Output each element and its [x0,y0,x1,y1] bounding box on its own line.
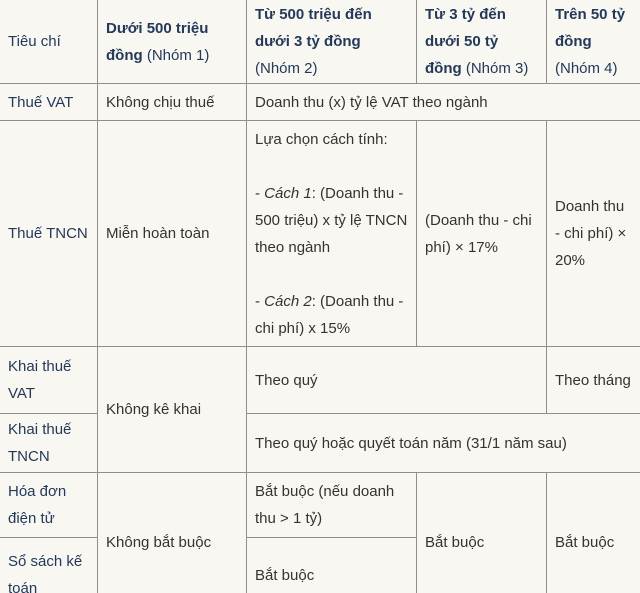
header-row [0,0,640,84]
khai-tncn-row [0,414,640,473]
group2-header-note: (Nhóm 2) [255,60,318,77]
group2-header-bold: Từ 500 triệu đến dưới 3 tỷ đồng [255,6,372,50]
vat-row-label: Thuế VAT [0,84,98,121]
khai-group1-cell: Không kê khai [98,347,247,473]
sosach-group2-cell: Bắt buộc [247,538,417,593]
tncn-group2-method1: - Cách 1: (Doanh thu - 500 triệu) x tỷ lệ TNCN theo ngành [255,184,408,256]
hoadon-row-label: Hóa đơn điện tử [0,473,98,538]
vat-row [0,84,640,121]
tncn-group4-cell: Doanh thu - chi phí) × 20% [547,121,640,347]
khai-vat-groups23-cell: Theo quý [247,347,547,414]
khai-vat-group4-cell: Theo tháng [547,347,640,414]
header-cell-criteria [0,0,98,84]
group1-header-bold: Dưới 500 triệu đồng [106,19,209,64]
group4-header-bold: Trên 50 tỷ đồng [555,6,626,50]
vat-groups234-cell: Doanh thu (x) tỷ lệ VAT theo ngành [247,84,640,121]
tncn-group3-cell: (Doanh thu - chi phí) × 17% [417,121,547,347]
tncn-group1-cell: Miễn hoàn toàn [98,121,247,347]
khai-vat-row-label: Khai thuế VAT [0,347,98,414]
group4-header-note: (Nhóm 4) [555,60,618,77]
khai-tncn-row-label: Khai thuế TNCN [0,414,98,473]
criteria-header-label: Tiêu chí [8,33,61,50]
header-cell-group1 [98,0,247,84]
header-cell-group3 [417,0,547,84]
group3-header-note: (Nhóm 3) [461,60,529,77]
tncn-group2-cell [247,121,417,347]
tncn-group2-intro: Lựa chọn cách tính: [255,130,388,148]
tncn-row [0,121,640,347]
method1-name: Cách 1 [264,184,312,202]
method2-name: Cách 2 [264,292,312,310]
khai-tncn-groups234-cell: Theo quý hoặc quyết toán năm (31/1 năm sau) [247,414,640,473]
group3-header-bold: Từ 3 tỷ đến dưới 50 tỷ đồng [425,6,506,77]
hoadon-sosach-group1-cell: Không bắt buộc [98,473,247,593]
hoadon-sosach-group4-cell: Bắt buộc [547,473,640,593]
group1-header-note: (Nhóm 1) [142,46,210,64]
hoadon-row [0,473,640,538]
hoadon-group2-cell: Bắt buộc (nếu doanh thu > 1 tỷ) [247,473,417,538]
vat-group1-cell: Không chịu thuế [98,84,247,121]
hoadon-sosach-group3-cell: Bắt buộc [417,473,547,593]
header-cell-group4 [547,0,640,84]
header-cell-group2 [247,0,417,84]
tncn-group2-method2: - Cách 2: (Doanh thu - chi phí) x 15% [255,292,404,337]
sosach-row-label: Sổ sách kế toán [0,538,98,593]
tncn-row-label: Thuế TNCN [0,121,98,347]
khai-vat-row [0,347,640,414]
